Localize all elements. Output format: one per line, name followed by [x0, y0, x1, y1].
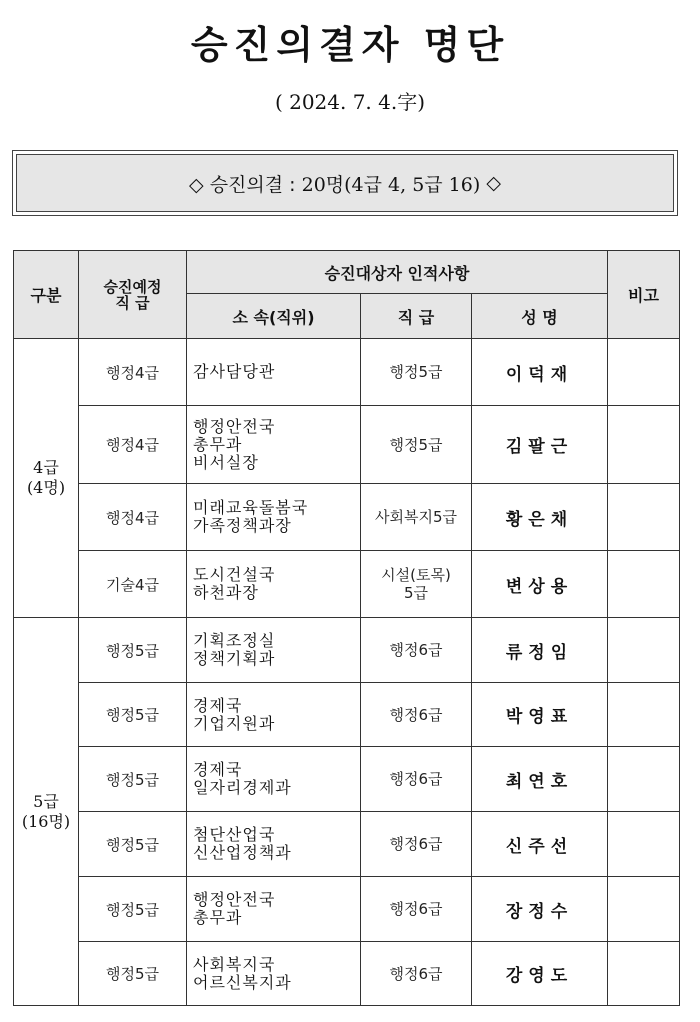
dept-cell: [187, 812, 361, 877]
dept-cell: [187, 942, 361, 1006]
dept-line: 총무과: [193, 434, 243, 454]
dept-line: 일자리경제과: [193, 778, 292, 797]
remarks-cell: [608, 406, 680, 484]
rank-cell: 행정6급: [361, 618, 472, 683]
dept-line: 어르신복지과: [193, 972, 292, 992]
table-row: [14, 683, 680, 747]
dept-cell: [187, 683, 361, 747]
dept-line: 가족정책과장: [193, 516, 292, 535]
table-row: [14, 551, 680, 618]
rank-cell: 행정6급: [361, 812, 472, 877]
summary-suffix: ◇: [480, 172, 501, 194]
remarks-cell: [608, 877, 680, 942]
name-cell: 강영도: [472, 942, 608, 1006]
header-category: 구분: [14, 251, 79, 339]
header-name: 성 명: [472, 294, 608, 339]
group-label: 4급 (4명): [14, 339, 79, 618]
table-row: [14, 618, 680, 683]
table-row: [14, 339, 680, 406]
name-cell: 최연호: [472, 747, 608, 812]
dept-line: 행정안전국: [193, 416, 276, 436]
remarks-cell: [608, 339, 680, 406]
dept-line: 경제국: [193, 760, 243, 779]
header-target-info: 승진대상자 인적사항: [187, 251, 608, 294]
planned-grade-cell: 행정5급: [79, 942, 187, 1006]
name-cell: 류정임: [472, 618, 608, 683]
rank-cell: 행정5급: [361, 406, 472, 484]
table-row: [14, 812, 680, 877]
dept-line: 사회복지국: [193, 954, 276, 974]
rank-cell: 행정5급: [361, 339, 472, 406]
table-row: [14, 747, 680, 812]
rank-cell: 사회복지5급: [361, 484, 472, 551]
dept-cell: [187, 747, 361, 812]
name-cell: 김팔근: [472, 406, 608, 484]
dept-line: 기획조정실: [193, 631, 276, 650]
dept-line: 비서실장: [193, 452, 259, 472]
planned-grade-cell: 기술4급: [79, 551, 187, 618]
dept-cell: [187, 618, 361, 683]
remarks-cell: [608, 812, 680, 877]
dept-cell: [187, 406, 361, 484]
table-row: [14, 942, 680, 1006]
remarks-cell: [608, 747, 680, 812]
remarks-cell: [608, 683, 680, 747]
page-title: 승진의결자 명단: [190, 23, 510, 67]
name-cell: 변상용: [472, 551, 608, 618]
summary-count: 20명(4급 4, 5급 16): [301, 173, 481, 196]
dept-line: 정책기획과: [193, 649, 276, 668]
remarks-cell: [608, 942, 680, 1006]
planned-grade-cell: 행정4급: [79, 484, 187, 551]
summary-prefix: ◇ 승진의결 :: [189, 173, 302, 196]
header-rank: 직 급: [361, 294, 472, 339]
table-row: [14, 406, 680, 484]
remarks-cell: [608, 551, 680, 618]
planned-grade-cell: 행정4급: [79, 406, 187, 484]
roster-body: [14, 339, 680, 1006]
dept-line: 행정안전국: [193, 890, 276, 909]
rank-cell: 행정6급: [361, 877, 472, 942]
roster-table: [13, 250, 680, 1006]
rank-cell: 행정6급: [361, 942, 472, 1006]
dept-cell: [187, 339, 361, 406]
header-planned-grade: 승진예정 직 급: [79, 251, 187, 339]
name-cell: 장정수: [472, 877, 608, 942]
dept-line: 경제국: [193, 695, 243, 715]
name-cell: 박영표: [472, 683, 608, 747]
name-cell: 황은채: [472, 484, 608, 551]
name-cell: 이덕재: [472, 339, 608, 406]
header-dept: 소 속(직위): [187, 294, 361, 339]
document-date: ( 2024. 7. 4.字): [274, 90, 426, 114]
header-remarks: 비고: [608, 251, 680, 339]
dept-line: 감사담당관: [193, 362, 276, 381]
table-row: [14, 484, 680, 551]
dept-line: 신산업정책과: [193, 843, 292, 862]
remarks-cell: [608, 618, 680, 683]
planned-grade-cell: 행정5급: [79, 877, 187, 942]
dept-line: 도시건설국: [193, 565, 276, 584]
dept-cell: [187, 484, 361, 551]
group-label: 5급 (16명): [14, 618, 79, 1006]
planned-grade-cell: 행정5급: [79, 683, 187, 747]
dept-cell: [187, 877, 361, 942]
dept-line: 총무과: [193, 908, 243, 927]
planned-grade-cell: 행정4급: [79, 339, 187, 406]
name-cell: 신주선: [472, 812, 608, 877]
dept-line: 기업지원과: [193, 713, 276, 733]
dept-cell: [187, 551, 361, 618]
planned-grade-cell: 행정5급: [79, 812, 187, 877]
rank-cell: 시설(토목) 5급: [361, 551, 472, 618]
dept-line: 미래교육돌봄국: [193, 498, 309, 517]
dept-line: 첨단산업국: [193, 825, 276, 844]
table-row: [14, 877, 680, 942]
rank-cell: 행정6급: [361, 747, 472, 812]
summary-box: [12, 150, 678, 216]
planned-grade-cell: 행정5급: [79, 618, 187, 683]
planned-grade-cell: 행정5급: [79, 747, 187, 812]
summary-inner: [16, 154, 674, 212]
dept-line: 하천과장: [193, 583, 259, 602]
remarks-cell: [608, 484, 680, 551]
rank-cell: 행정6급: [361, 683, 472, 747]
